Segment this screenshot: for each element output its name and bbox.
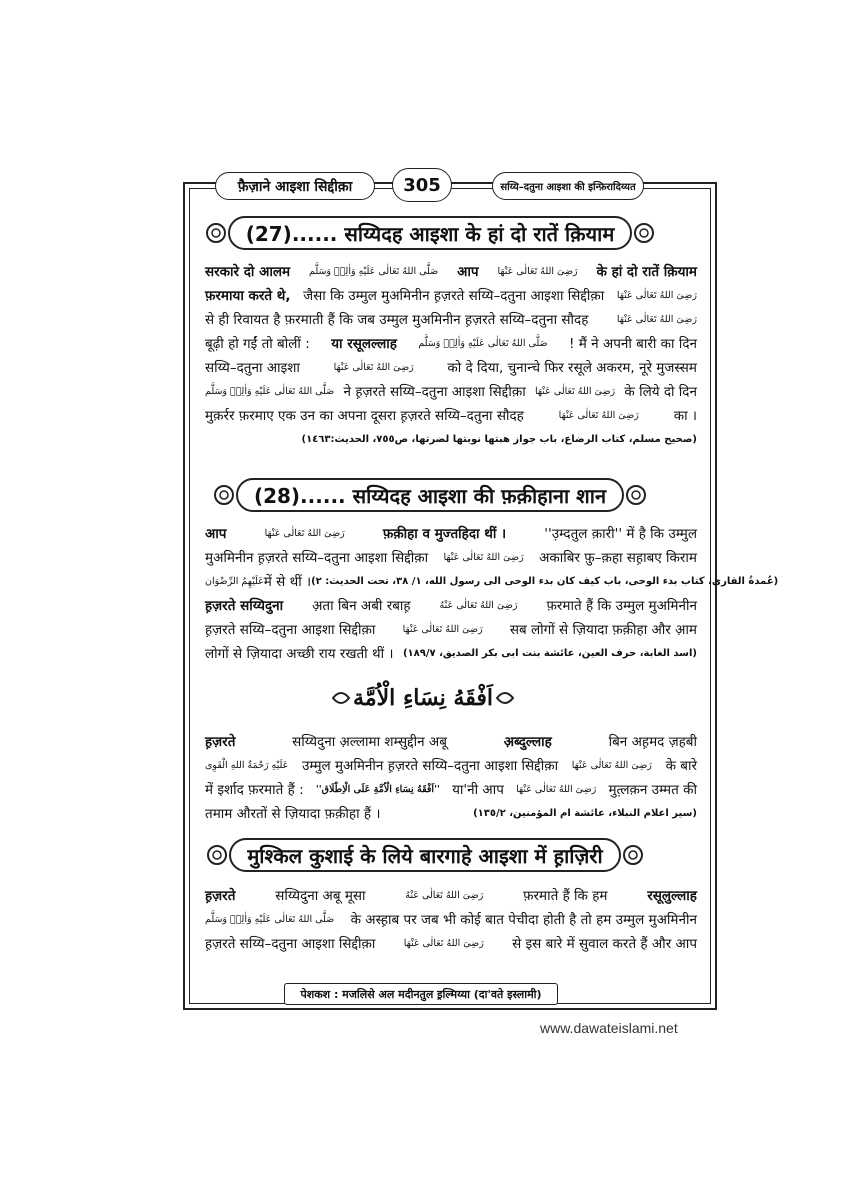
text-span: ! मैं ने अपनी बारी का दिन (569, 336, 697, 352)
text-span: عَلَیْهِمُ الرِّضْوَان (205, 576, 264, 587)
text-span: का । (673, 408, 697, 424)
text-span: 305 (403, 174, 441, 196)
text-span: (28)...... सय्यिदह आइशा की फ़क़ीहाना शान (236, 478, 624, 512)
text-span: मुत़्लक़न उम्मत की (608, 782, 697, 798)
section-heading-mushkil-kushai (175, 838, 675, 872)
text-span: या रसूलल्लाह (331, 336, 397, 352)
text-span: फ़रमाते हैं कि हम (523, 888, 608, 904)
section-mushkil-body (205, 884, 697, 956)
text-span: या'नी आप (452, 782, 504, 798)
text-line (205, 618, 697, 642)
text-span: (عُمدةُ القاری، کتاب بدء الوحی، باب کیف کان بدء الوحی الی رسول الله، ١/ ٣٨، تحت الحدیث: ٢) (311, 576, 779, 587)
text-line (205, 932, 697, 956)
text-span: (سیر اعلام النبلاء، عائشة ام المؤمنین، ١٣٥/٢) (473, 808, 697, 819)
text-span: رَضِیَ اللهُ تَعَالٰی عَنْهَا (402, 624, 483, 635)
ornament-left-icon (212, 483, 236, 507)
section-heading-27 (195, 216, 665, 250)
text-span: صَلَّى اللهُ تَعَالٰی عَلَیْهِ وَاٰلِهٖ وَسَلَّم (309, 266, 439, 277)
text-line (205, 522, 697, 546)
text-span: पेशकश : मजलिसे अल मदीनतुल इ़ल्मिय्या (दा'वते इस्लामी) (300, 987, 542, 1001)
text-line (205, 908, 697, 932)
ornament-right-icon (493, 686, 517, 710)
text-span: के हां दो रातें क़ियाम (596, 264, 697, 280)
text-line (205, 594, 697, 618)
text-span: आप (457, 264, 479, 280)
text-span: उम्मुल मुअमिनीन ह़ज़रते सय्यि–दतुना आइशा सिद्दीक़ा (302, 758, 559, 774)
text-span: लोगों से ज़ियादा अच्छी राय रखती थीं । (205, 646, 394, 662)
text-span: फ़रमाया करते थे, (205, 288, 291, 304)
text-span: से इस बारे में सुवाल करते हैं और आप (512, 936, 697, 952)
ornament-right-icon (624, 483, 648, 507)
text-span: (27)...... सय्यिदह आइशा के हां दो रातें क़ियाम (228, 216, 633, 250)
page-number (392, 168, 452, 202)
text-span: صَلَّى اللهُ تَعَالٰی عَلَیْهِ وَاٰلِهٖ وَسَلَّم (418, 338, 548, 349)
text-span: صَلَّى اللهُ تَعَالٰی عَلَیْهِ وَاٰلِهٖ وَسَلَّم (205, 914, 335, 925)
text-span: आप (205, 526, 227, 542)
text-span: رَضِیَ اللهُ تَعَالٰی عَنْهَا (558, 410, 639, 421)
text-span: ''उ़म्दतुल क़ारी'' में है कि उम्मुल (544, 526, 697, 542)
text-line (205, 778, 697, 802)
text-span: के बारे (665, 758, 697, 774)
text-span: رَضِیَ اللهُ تَعَالٰی عَنْهَا (264, 528, 345, 539)
text-span: ह़ज़रते सय्यिदुना (205, 598, 284, 614)
text-span: رَضِیَ اللهُ تَعَالٰی عَنْهَا (443, 552, 524, 563)
text-span: رَضِیَ اللهُ تَعَالٰی عَنْهَا (516, 784, 597, 795)
text-span: (اسد الغابة، حرف العین، عائشة بنت ابی بکر الصدیق، ١٨٩/٧) (402, 648, 697, 659)
text-span: अ़ब्दुल्लाह (503, 734, 552, 750)
text-span: जैसा कि उम्मुल मुअमिनीन ह़ज़रते सय्यि–दतुना आइशा सिद्दीक़ा (303, 288, 605, 304)
text-span: رَضِیَ اللهُ تَعَالٰی عَنْهَا (616, 290, 697, 301)
text-span: बूढ़ी हो गईं तो बोलीं : (205, 336, 310, 352)
text-line (205, 730, 697, 754)
text-span: رَضِیَ اللهُ تَعَالٰی عَنْهَا (497, 266, 578, 277)
text-line (205, 332, 697, 356)
text-line (205, 884, 697, 908)
section-heading-28 (195, 478, 665, 512)
ornament-left-icon (204, 221, 228, 245)
text-span: رَضِیَ اللهُ تَعَالٰی عَنْهَا (403, 938, 484, 949)
text-span: रसूलुल्लाह (647, 888, 697, 904)
section-28-body (205, 522, 779, 666)
text-span: के लिये दो दिन (624, 384, 697, 400)
text-span: ह़ज़रते (205, 734, 236, 750)
text-span: में इर्शाद फ़रमाते हैं : (205, 782, 304, 798)
ornament-left-icon (205, 843, 229, 867)
text-span: में से थीं । (263, 574, 312, 590)
text-span: अ़ता बिन अबी रबाह़ (312, 598, 411, 614)
section-faqih-body (205, 730, 697, 826)
text-line (205, 356, 697, 380)
text-span: رَضِیَ اللهُ تَعَالٰی عَنْهُ (405, 890, 484, 901)
text-line (205, 260, 697, 284)
text-span: सय्यिदुना अ़ल्लामा शम्सुद्दीन अबू (292, 734, 447, 750)
text-span: के अस्ह़ाब पर जब भी कोई बात पेचीदा होती है तो हम उम्मुल मुअमिनीन (350, 912, 697, 928)
text-span: ''اَفْقَهُ نِسَاءِ الْاُمَّةِ عَلَى الْاِطْلَاق'' (315, 784, 440, 795)
text-span: رَضِیَ اللهُ تَعَالٰی عَنْهَا (534, 386, 616, 397)
text-span: عَلَیْهِ رَحْمَةُ اللهِ الْقَوِی (205, 760, 289, 771)
text-span: सब लोगों से ज़ियादा फ़क़ीहा और आ़म (509, 622, 697, 638)
reference-citation: (صحیح مسلم، کتاب الرضاع، باب جواز هبتها نوبتها لضرتها، ص٧٥٥، الحدیث:١٤٦٣) (301, 434, 697, 445)
text-span: ह़ज़रते सय्यि–दतुना आइशा सिद्दीक़ा (205, 622, 376, 638)
text-span: ह़ज़रते (205, 888, 236, 904)
text-span: तमाम औरतों से ज़ियादा फ़क़ीहा हैं । (205, 806, 381, 822)
text-span: ह़ज़रते सय्यि–दतुना आइशा सिद्दीक़ा (205, 936, 376, 952)
text-line (205, 802, 697, 826)
ornament-right-icon (621, 843, 645, 867)
text-span: رَضِیَ اللهُ تَعَالٰی عَنْهُ (439, 600, 518, 611)
text-span: सय्यि–दतुना आइशा (205, 360, 300, 376)
section-27-body (205, 260, 697, 452)
text-span: फ़रमाते हैं कि उम्मुल मुअमिनीन (546, 598, 697, 614)
text-span: बिन अह़मद ज़हबी (608, 734, 697, 750)
text-line (205, 380, 697, 404)
website-url[interactable]: www.dawateislami.net (540, 1020, 678, 1036)
text-span: رَضِیَ اللهُ تَعَالٰی عَنْهَا (616, 314, 697, 325)
text-span: मुश्किल कुशाई के लिये बारगाहे आइशा में ह़ाज़िरी (229, 838, 620, 872)
arabic-section-heading (318, 680, 528, 716)
text-span: फ़ैज़ाने आइशा सिद्दीक़ा (237, 178, 353, 195)
text-span: सय्यिदुना अबू मूसा (275, 888, 366, 904)
text-span: सरकारे दो आलम (205, 264, 291, 280)
text-line (205, 308, 697, 332)
footer-publisher (284, 983, 558, 1005)
text-span: फ़क़ीहा व मुज्तहिदा थीं । (382, 526, 507, 542)
text-span: اَفْقَهُ نِسَاءِ الْاُمَّة (353, 685, 493, 711)
ornament-left-icon (329, 686, 353, 710)
text-span: मुअमिनीन ह़ज़रते सय्यि–दतुना आइशा सिद्दीक़ा (205, 550, 429, 566)
text-span: अकाबिर फ़ु–क़हा सह़ाबए किराम (539, 550, 697, 566)
text-span: सय्यि–दतुना आइशा की इन्फ़िरादिय्यत (500, 182, 636, 193)
text-span: मुक़र्रर फ़रमाए एक उन का अपना दूसरा ह़ज़रते सय्यि–दतुना सौदह (205, 408, 524, 424)
header-chapter-title (492, 172, 644, 200)
text-span: से ही रिवायत है फ़रमाती हैं कि जब उम्मुल मुअमिनीन ह़ज़रते सय्यि–दतुना सौदह (205, 312, 589, 328)
header-book-title (215, 172, 375, 200)
ornament-right-icon (632, 221, 656, 245)
text-span: رَضِیَ اللهُ تَعَالٰی عَنْهَا (333, 362, 414, 373)
text-line (205, 642, 697, 666)
text-line (205, 546, 697, 570)
text-span: ने ह़ज़रते सय्यि–दतुना आइशा सिद्दीक़ा (343, 384, 526, 400)
text-span: رَضِیَ اللهُ تَعَالٰی عَنْهَا (571, 760, 652, 771)
text-line (205, 754, 697, 778)
text-line (205, 404, 697, 428)
text-line (205, 570, 779, 594)
text-span: صَلَّى اللهُ تَعَالٰی عَلَیْهِ وَاٰلِهٖ وَسَلَّم (205, 386, 335, 397)
text-span: को दे दिया, चुनान्चे फिर रसूले अकरम, नूरे मुजस्सम (447, 360, 697, 376)
text-line (205, 284, 697, 308)
